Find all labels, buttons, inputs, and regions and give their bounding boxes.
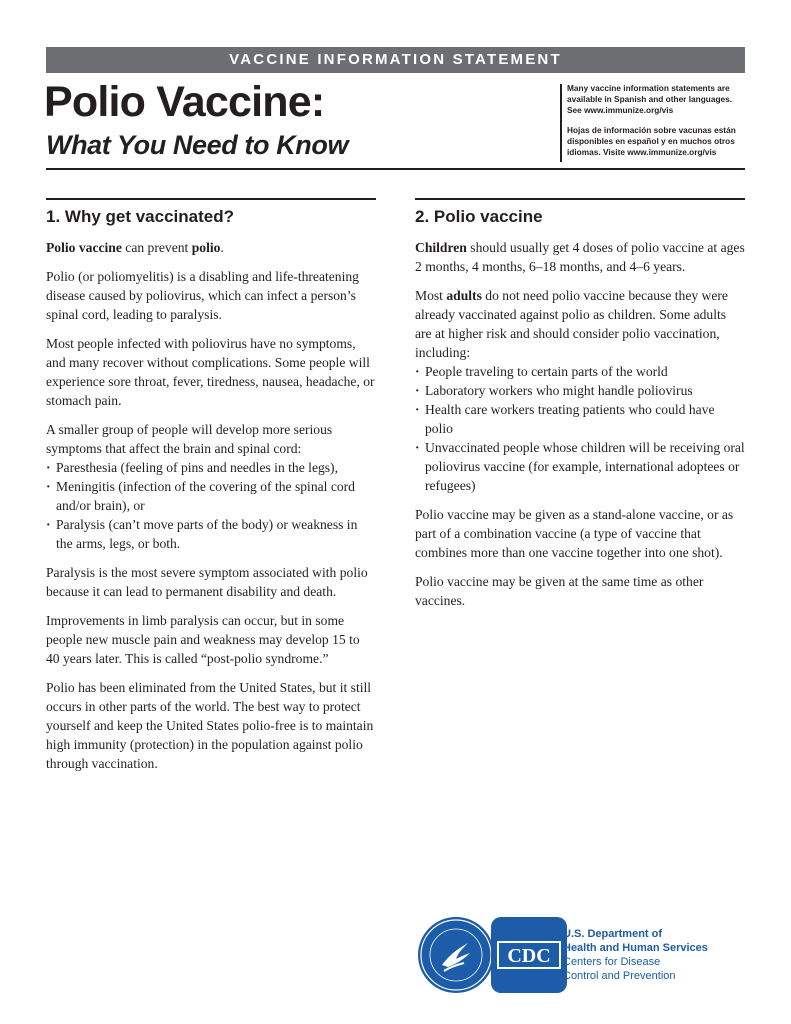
text-fragment: can prevent bbox=[121, 240, 192, 255]
list-item: · Health care workers treating patients who could have polio bbox=[415, 400, 745, 438]
list-item: · Paralysis (can’t move parts of the body) or weakness in the arms, legs, or both. bbox=[46, 515, 376, 553]
page-subtitle: What You Need to Know bbox=[46, 130, 349, 160]
paragraph: Polio vaccine may be given at the same time as other vaccines. bbox=[415, 574, 704, 608]
cdc-logo-text: CDC bbox=[507, 945, 551, 967]
bold-polio: polio bbox=[191, 240, 221, 255]
list-item: · People traveling to certain parts of the world bbox=[415, 362, 745, 381]
page-title: Polio Vaccine: bbox=[44, 78, 325, 126]
vis-banner: VACCINE INFORMATION STATEMENT bbox=[46, 47, 745, 73]
section-1-heading: 1. Why get vaccinated? bbox=[46, 198, 376, 228]
list-item: · Laboratory workers who might handle poliovirus bbox=[415, 381, 745, 400]
dept-line-1: U.S. Department of bbox=[563, 928, 663, 940]
text-fragment: . bbox=[220, 240, 224, 255]
paragraph: A smaller group of people will develop more serious symptoms that affect the brain and spinal cord: bbox=[46, 422, 333, 456]
section-why-vaccinate bbox=[46, 198, 376, 783]
risk-group-list bbox=[415, 362, 745, 495]
text-fragment: do not need polio vaccine because they were already vaccinated against polio as children. Some adults are at higher risk and should consider polio vaccination, including: bbox=[415, 288, 728, 360]
bold-adults: adults bbox=[446, 288, 482, 303]
hhs-eagle-icon bbox=[418, 917, 494, 993]
language-note-english: Many vaccine information statements are available in Spanish and other languages. See www.immunize.org/vis bbox=[567, 83, 733, 115]
bold-children: Children bbox=[415, 240, 467, 255]
cdc-logo-icon bbox=[491, 917, 567, 993]
header-divider bbox=[560, 84, 562, 162]
section-polio-vaccine bbox=[415, 198, 745, 620]
section-2-adults bbox=[415, 286, 745, 362]
language-note-spanish: Hojas de información sobre vacunas están disponibles en español y en muchos otros idiomas. Visite www.immunize.org/vis bbox=[567, 125, 736, 157]
section-2-heading: 2. Polio vaccine bbox=[415, 198, 745, 228]
section-1-intro bbox=[46, 238, 376, 257]
cdc-line-1: Centers for Disease bbox=[563, 956, 661, 968]
paragraph: Polio vaccine may be given as a stand-alone vaccine, or as part of a combination vaccine (a type of vaccine that combines more than one vaccine together into one shot). bbox=[415, 507, 734, 560]
paragraph: Polio has been eliminated from the United States, but it still occurs in other parts of the world. The best way to protect yourself and keep the United States polio-free is to maintain high immunity (protection) in the population against polio through vaccination. bbox=[46, 680, 374, 771]
bold-polio-vaccine: Polio vaccine bbox=[46, 240, 122, 255]
paragraph: Improvements in limb paralysis can occur, but in some people new muscle pain and weakness may develop 15 to 40 years later. This is called “post-polio syndrome.” bbox=[46, 613, 360, 666]
symptom-list bbox=[46, 458, 376, 553]
text-fragment: should usually get 4 doses of polio vaccine at ages 2 months, 4 months, 6–18 months, and 4–6 years. bbox=[415, 240, 745, 274]
hhs-seal-icon bbox=[418, 917, 494, 993]
paragraph: Most people infected with poliovirus have no symptoms, and many recover without complications. Some people will experience sore throat, fever, tiredness, nausea, headache, or stomach pain. bbox=[46, 336, 375, 408]
list-item: · Unvaccinated people whose children will be receiving oral poliovirus vaccine (for example, international adoptees or refugees) bbox=[415, 438, 745, 495]
text-fragment: Most bbox=[415, 288, 447, 303]
dept-line-2: Health and Human Services bbox=[563, 942, 708, 954]
header-rule bbox=[46, 168, 745, 170]
list-item: · Paresthesia (feeling of pins and needles in the legs), bbox=[46, 458, 376, 477]
section-2-children bbox=[415, 238, 745, 276]
paragraph: Polio (or poliomyelitis) is a disabling and life-threatening disease caused by poliovirus, which can infect a person’s spinal cord, leading to paralysis. bbox=[46, 269, 359, 322]
paragraph: Paralysis is the most severe symptom associated with polio because it can lead to permanent disability and death. bbox=[46, 565, 368, 599]
agency-name-block bbox=[563, 927, 763, 983]
cdc-line-2: Control and Prevention bbox=[563, 970, 676, 982]
list-item: · Meningitis (infection of the covering of the spinal cord and/or brain), or bbox=[46, 477, 376, 515]
